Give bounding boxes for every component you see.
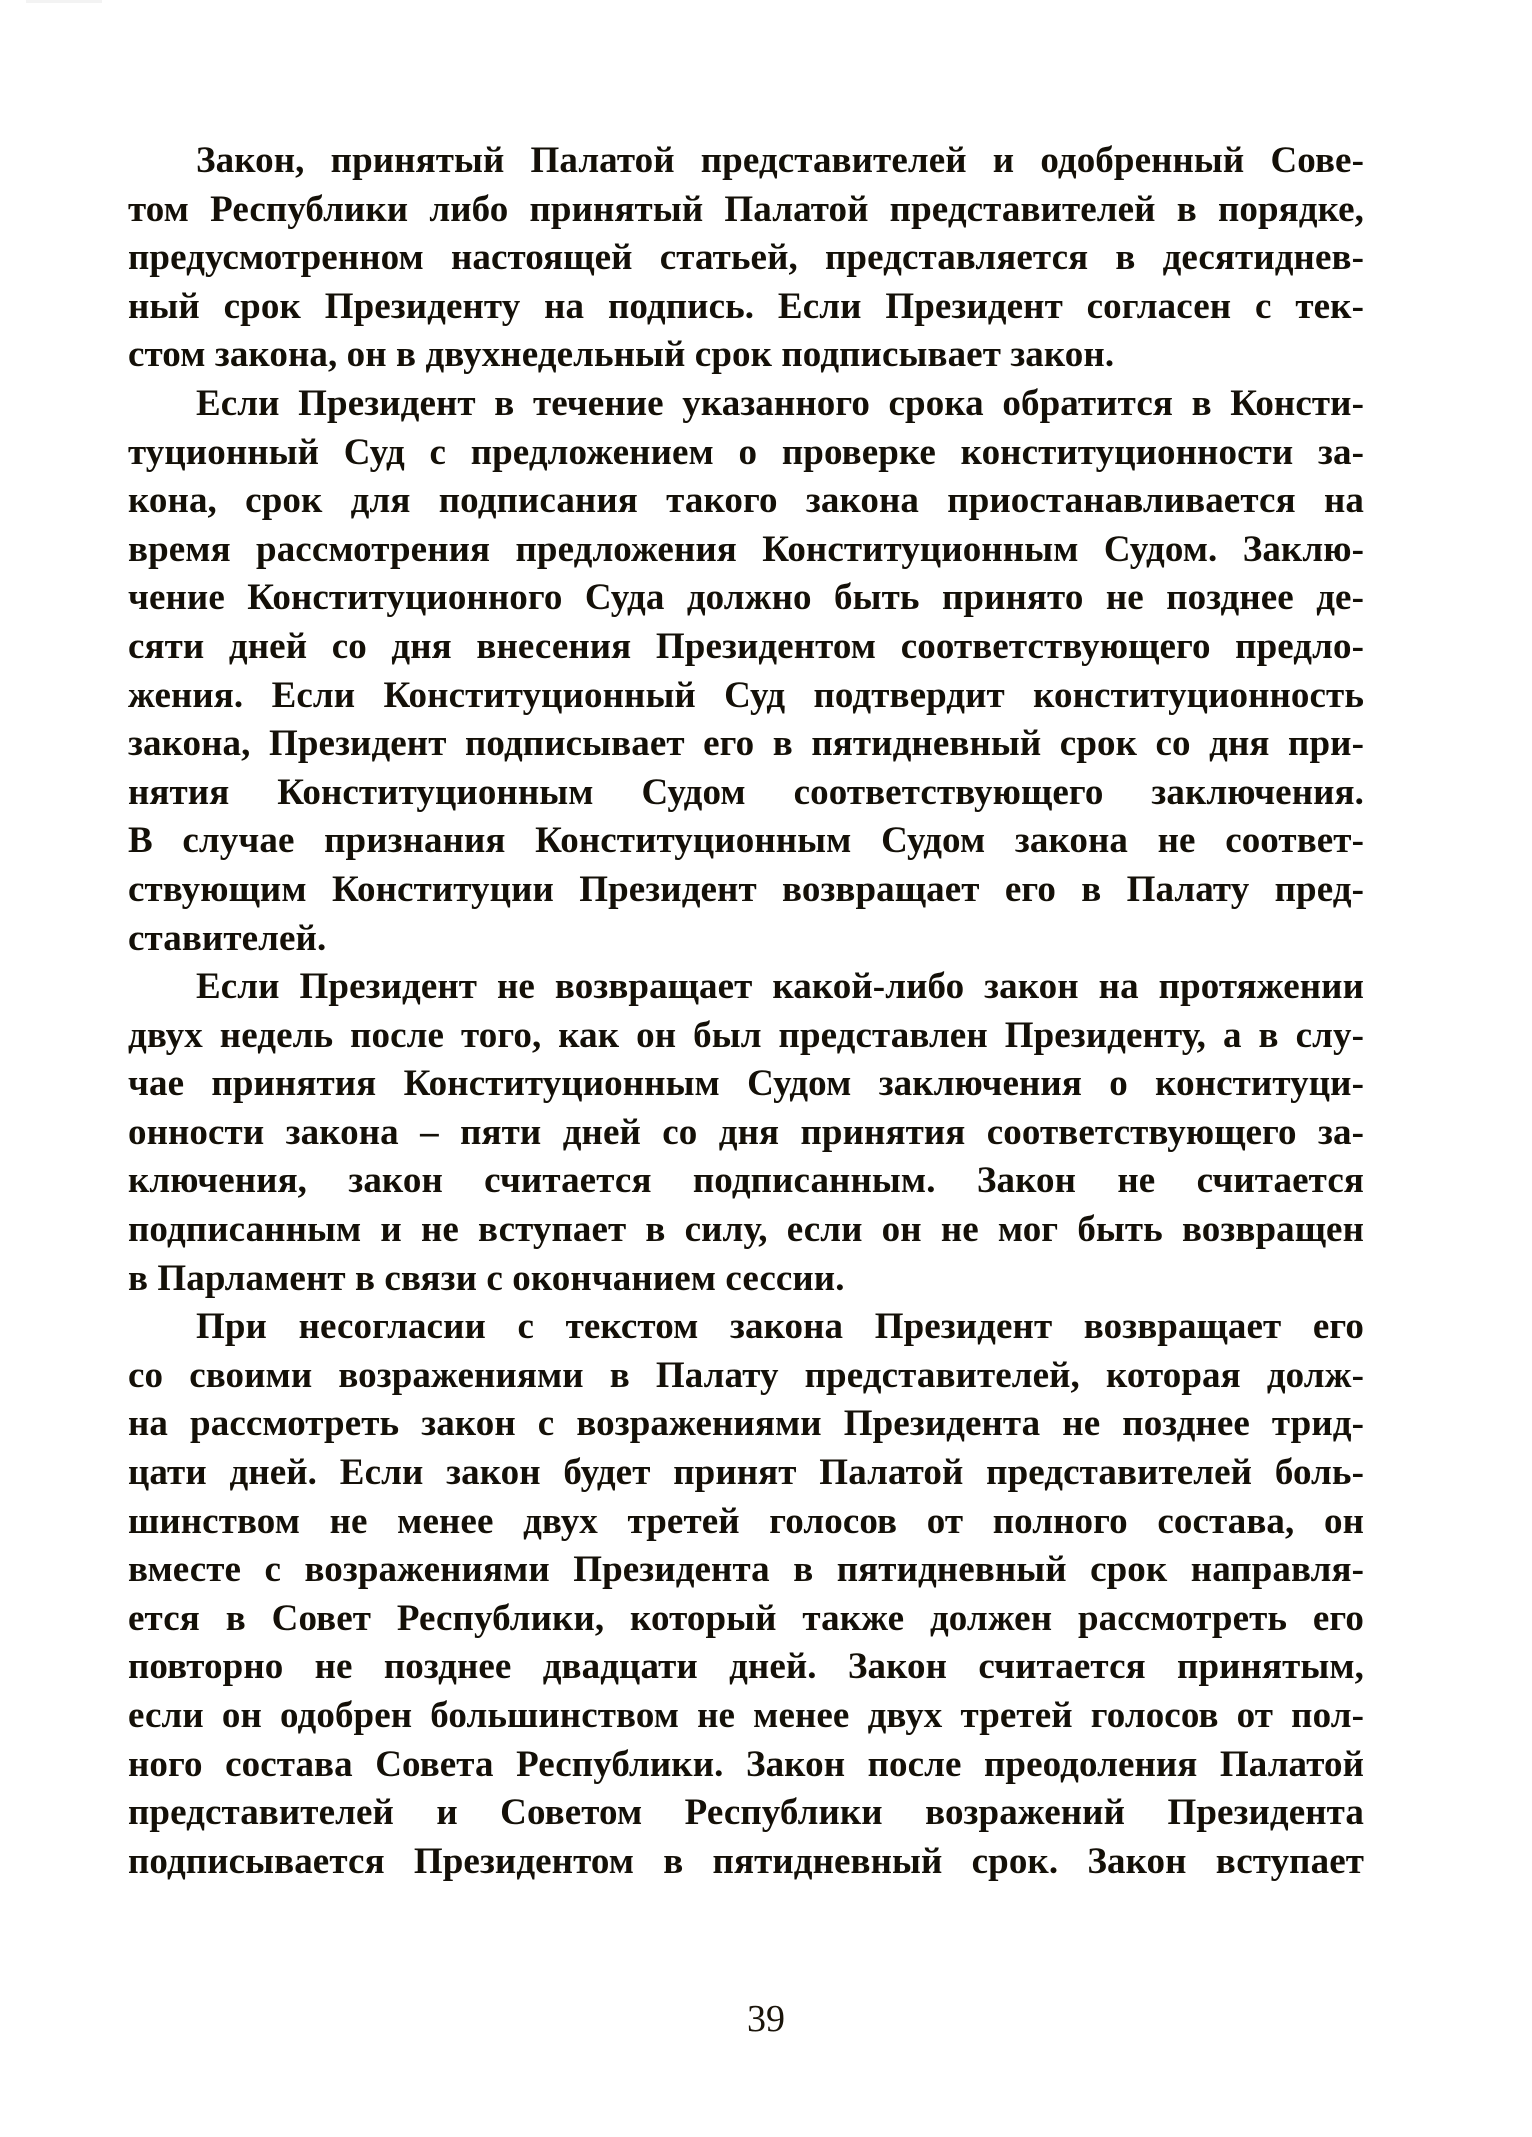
text-line: со своими возражениями в Палату представителей, которая долж- [128, 1354, 1364, 1396]
paragraph [128, 137, 1364, 380]
text-line: ный срок Президенту на подпись. Если Президент согласен с тек- [128, 285, 1364, 327]
text-line: на рассмотреть закон с возражениями Президента не позднее трид- [128, 1403, 1364, 1445]
text-line: подписанным и не вступает в силу, если он не мог быть возвращен [128, 1209, 1364, 1251]
paragraph [128, 380, 1364, 963]
text-line: Если Президент не возвращает какой-либо закон на протяжении [196, 966, 1364, 1008]
text-line: вместе с возражениями Президента в пятидневный срок направля- [128, 1549, 1364, 1591]
text-line: представителей и Советом Республики возражений Президента [128, 1792, 1364, 1834]
text-line: нятия Конституционным Судом соответствующего заключения. [128, 771, 1364, 813]
text-line: ного состава Совета Республики. Закон после преодоления Палатой [128, 1743, 1364, 1785]
text-line: Закон, принятый Палатой представителей и одобренный Сове- [196, 140, 1364, 181]
body-text [128, 137, 1364, 1886]
text-line: чение Конституционного Суда должно быть принято не позднее де- [128, 577, 1364, 619]
paragraph [128, 963, 1364, 1303]
text-line: цати дней. Если закон будет принят Палатой представителей боль- [128, 1452, 1364, 1494]
text-line: ствующим Конституции Президент возвращает его в Палату пред- [128, 868, 1364, 910]
text-line: кона, срок для подписания такого закона приостанавливается на [128, 480, 1364, 522]
text-line: ставителей. [128, 917, 327, 959]
text-line: При несогласии с текстом закона Президент возвращает его [196, 1306, 1364, 1348]
text-line: сяти дней со дня внесения Президентом соответствующего предло- [128, 625, 1364, 667]
text-line: предусмотренном настоящей статьей, представляется в десятиднев- [128, 237, 1364, 279]
text-line: подписывается Президентом в пятидневный срок. Закон вступает [128, 1840, 1364, 1882]
text-line: если он одобрен большинством не менее двух третей голосов от пол- [128, 1695, 1364, 1736]
text-line: жения. Если Конституционный Суд подтвердит конституционность [128, 674, 1364, 716]
page-number: 39 [747, 1998, 785, 2040]
text-line: повторно не позднее двадцати дней. Закон считается принятым, [128, 1646, 1364, 1688]
paragraph [128, 1303, 1364, 1886]
text-line: чае принятия Конституционным Судом заключения о конституци- [128, 1063, 1364, 1105]
scan-edge-mark [26, 0, 102, 3]
text-line: двух недель после того, как он был представлен Президенту, а в слу- [128, 1014, 1364, 1056]
text-line: туционный Суд с предложением о проверке конституционности за- [128, 431, 1364, 473]
text-line: том Республики либо принятый Палатой представителей в порядке, [128, 188, 1364, 230]
text-line: время рассмотрения предложения Конституционным Судом. Заклю- [128, 528, 1364, 570]
text-line: стом закона, он в двухнедельный срок подписывает закон. [128, 334, 1115, 376]
text-line: ключения, закон считается подписанным. Закон не считается [128, 1160, 1364, 1202]
text-line: В случае признания Конституционным Судом закона не соответ- [128, 820, 1364, 862]
text-line: онности закона – пяти дней со дня принятия соответствующего за- [128, 1111, 1364, 1153]
text-line: закона, Президент подписывает его в пятидневный срок со дня при- [128, 723, 1364, 765]
text-line: шинством не менее двух третей голосов от полного состава, он [128, 1500, 1364, 1542]
text-line: Если Президент в течение указанного срока обратится в Консти- [196, 382, 1364, 424]
text-line: в Парламент в связи с окончанием сессии. [128, 1257, 845, 1299]
text-line: ется в Совет Республики, который также должен рассмотреть его [128, 1597, 1364, 1639]
